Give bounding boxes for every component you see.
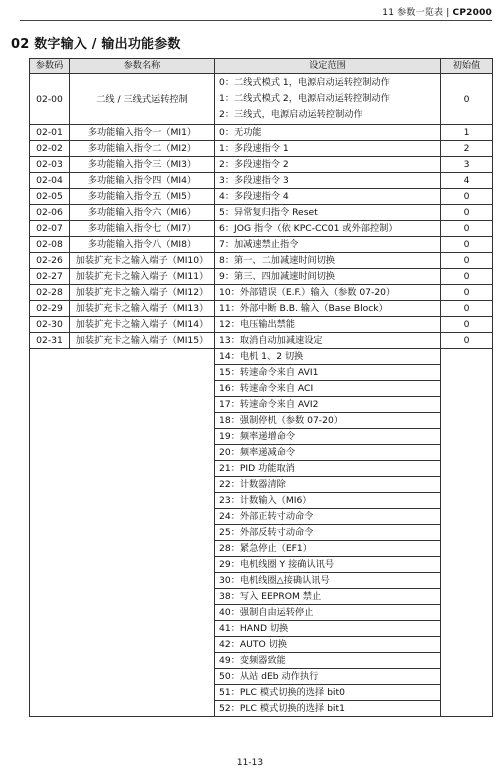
table-row <box>30 189 493 205</box>
page-header <box>0 0 500 20</box>
param-name: 多功能输入指令七（MI7） <box>70 221 215 237</box>
section-title: 02 数字输入 / 输出功能参数 <box>11 37 181 52</box>
param-code: 02-06 <box>30 205 70 221</box>
param-range: 40：强制自由运转停止 <box>215 605 441 621</box>
param-range: 13：取消自动加减速设定 <box>215 333 441 349</box>
page-number: 11-13 <box>236 758 264 768</box>
param-range: 9：第三、四加减速时间切换 <box>215 269 441 285</box>
empty-init-cell <box>441 349 493 717</box>
table-row <box>30 349 493 365</box>
param-name: 二线 / 三线式运转控制 <box>70 74 215 125</box>
table-row <box>30 205 493 221</box>
param-range: 2：多段速指令 2 <box>215 157 441 173</box>
param-code: 02-07 <box>30 221 70 237</box>
param-range: 28：紧急停止（EF1） <box>215 541 441 557</box>
param-range: 21：PID 功能取消 <box>215 461 441 477</box>
param-range: 10：外部错误（E.F.）输入（参数 07-20） <box>215 285 441 301</box>
table-row <box>30 74 493 125</box>
empty-merged-cell <box>30 349 215 717</box>
param-range: 23：计数输入（MI6） <box>215 493 441 509</box>
param-code: 02-02 <box>30 141 70 157</box>
param-range: 11：外部中断 B.B. 输入（Base Block） <box>215 301 441 317</box>
param-name: 加装扩充卡之输入端子（MI15） <box>70 333 215 349</box>
param-init: 1 <box>441 125 493 141</box>
table-body <box>30 74 493 717</box>
param-range: 14：电机 1、2 切换 <box>215 349 441 365</box>
param-init: 0 <box>441 285 493 301</box>
param-code: 02-04 <box>30 173 70 189</box>
table-header-row <box>30 59 493 74</box>
param-range: 3：多段速指令 3 <box>215 173 441 189</box>
table-row <box>30 237 493 253</box>
table-row <box>30 333 493 349</box>
param-code: 02-30 <box>30 317 70 333</box>
param-name: 多功能输入指令五（MI5） <box>70 189 215 205</box>
header-rule <box>20 20 492 21</box>
param-code: 02-27 <box>30 269 70 285</box>
param-name: 多功能输入指令二（MI2） <box>70 141 215 157</box>
param-name: 多功能输入指令一（MI1） <box>70 125 215 141</box>
param-range: 16：转速命令来自 ACI <box>215 381 441 397</box>
param-name: 加装扩充卡之输入端子（MI14） <box>70 317 215 333</box>
col-header-name: 参数名称 <box>70 59 215 74</box>
table-row <box>30 157 493 173</box>
param-name: 加装扩充卡之输入端子（MI13） <box>70 301 215 317</box>
table-row <box>30 173 493 189</box>
parameter-table <box>29 58 493 717</box>
param-range: 25：外部反转寸动命令 <box>215 525 441 541</box>
param-name: 加装扩充卡之输入端子（MI11） <box>70 269 215 285</box>
param-range: 52：PLC 模式切换的选择 bit1 <box>215 701 441 717</box>
param-range: 20：频率递减命令 <box>215 445 441 461</box>
param-name: 多功能输入指令八（MI8） <box>70 237 215 253</box>
col-header-init: 初始值 <box>441 59 493 74</box>
param-range: 24：外部正转寸动命令 <box>215 509 441 525</box>
param-init: 0 <box>441 74 493 125</box>
param-range: 30：电机线圈△接确认讯号 <box>215 573 441 589</box>
param-name: 加装扩充卡之输入端子（MI10） <box>70 253 215 269</box>
param-range: 1：多段速指令 1 <box>215 141 441 157</box>
table-row <box>30 317 493 333</box>
param-range: 29：电机线圈 Y 接确认讯号 <box>215 557 441 573</box>
table-row <box>30 221 493 237</box>
param-range: 51：PLC 模式切换的选择 bit0 <box>215 685 441 701</box>
param-init: 0 <box>441 333 493 349</box>
table-row <box>30 285 493 301</box>
model-label: CP2000 <box>452 8 492 18</box>
param-range: 12：电压输出禁能 <box>215 317 441 333</box>
param-name: 加装扩充卡之输入端子（MI12） <box>70 285 215 301</box>
range-line: 2：三线式，电源启动运转控制动作 <box>219 109 363 120</box>
param-range: 49：变频器致能 <box>215 653 441 669</box>
param-range <box>215 74 441 125</box>
param-name: 多功能输入指令四（MI4） <box>70 173 215 189</box>
param-range: 18：强制停机（参数 07-20） <box>215 413 441 429</box>
header-separator: | <box>446 8 450 18</box>
chapter-label: 11 参数一览表 <box>382 8 444 18</box>
param-code: 02-03 <box>30 157 70 173</box>
param-range: 41：HAND 切换 <box>215 621 441 637</box>
header-text <box>382 5 492 18</box>
param-code: 02-08 <box>30 237 70 253</box>
param-range: 8：第一、二加减速时间切换 <box>215 253 441 269</box>
param-range: 50：从站 dEb 动作执行 <box>215 669 441 685</box>
param-code: 02-31 <box>30 333 70 349</box>
param-init: 4 <box>441 173 493 189</box>
param-code: 02-28 <box>30 285 70 301</box>
param-range: 5：异常复归指令 Reset <box>215 205 441 221</box>
param-init: 0 <box>441 301 493 317</box>
table-row <box>30 125 493 141</box>
col-header-code: 参数码 <box>30 59 70 74</box>
param-code: 02-05 <box>30 189 70 205</box>
param-init: 2 <box>441 141 493 157</box>
param-range: 38：写入 EEPROM 禁止 <box>215 589 441 605</box>
param-range: 42：AUTO 切换 <box>215 637 441 653</box>
param-range: 0：无功能 <box>215 125 441 141</box>
param-init: 0 <box>441 317 493 333</box>
param-init: 0 <box>441 189 493 205</box>
param-init: 0 <box>441 269 493 285</box>
param-range: 22：计数器清除 <box>215 477 441 493</box>
param-range: 19：频率递增命令 <box>215 429 441 445</box>
param-range: 17：转速命令来自 AVI2 <box>215 397 441 413</box>
param-range: 6：JOG 指令（依 KPC-CC01 或外部控制） <box>215 221 441 237</box>
param-init: 0 <box>441 205 493 221</box>
param-range: 4：多段速指令 4 <box>215 189 441 205</box>
param-init: 0 <box>441 253 493 269</box>
table-row <box>30 269 493 285</box>
table-row <box>30 253 493 269</box>
param-code: 02-00 <box>30 74 70 125</box>
range-line: 0：二线式模式 1，电源启动运转控制动作 <box>219 77 390 88</box>
param-name: 多功能输入指令三（MI3） <box>70 157 215 173</box>
param-init: 0 <box>441 237 493 253</box>
param-name: 多功能输入指令六（MI6） <box>70 205 215 221</box>
param-code: 02-26 <box>30 253 70 269</box>
table-row <box>30 141 493 157</box>
param-init: 0 <box>441 221 493 237</box>
param-code: 02-29 <box>30 301 70 317</box>
param-range: 15：转速命令来自 AVI1 <box>215 365 441 381</box>
col-header-range: 设定范围 <box>215 59 441 74</box>
param-code: 02-01 <box>30 125 70 141</box>
range-line: 1：二线式模式 2，电源启动运转控制动作 <box>219 93 390 104</box>
param-init: 3 <box>441 157 493 173</box>
table-row <box>30 301 493 317</box>
param-range: 7：加减速禁止指令 <box>215 237 441 253</box>
